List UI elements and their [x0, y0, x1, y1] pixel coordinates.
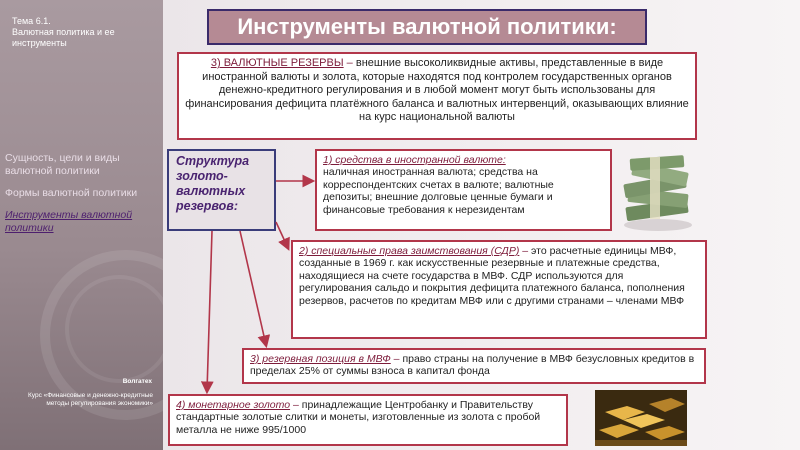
sidebar [0, 0, 163, 450]
component-text: право страны на получение в МВФ безусловных кредитов в пределах 25% от суммы взноса в капитал фонда [250, 353, 695, 378]
component-box-foreign-currency [315, 149, 612, 231]
nav-item-essence[interactable]: Сущность, цели и виды валютной политики [5, 152, 120, 177]
component-box-monetary-gold: 4) монетарное золото – принадлежащие Центробанку и Правительству стандартные золотые слитки и монеты, изготовленные из золота с пробой металла не ниже 995/1000 [168, 394, 568, 446]
component-heading: 3) резервная позиция в МВФ [250, 353, 391, 365]
component-box-sdr: 2) специальные права заимствования (СДР) – это расчетные единицы МВФ, созданные в 1969 г. как искусственные резервные и платежные средства, находящиеся на счете государства в МВФ. СДР используются для регулирования сальдо и покрытия дефицита платежного баланса, пополнения резервов, расчетов по кредитам МВФ или с другими странами – членами МВФ [291, 240, 707, 339]
reserves-heading: 3) ВАЛЮТНЫЕ РЕЗЕРВЫ [210, 57, 344, 69]
reserves-definition-box: 3) ВАЛЮТНЫЕ РЕЗЕРВЫ – внешние высоколиквидные активы, представленные в виде иностранной валюты и золота, которые находятся под контролем государственных органов денежно-кредитного регулирования и в любой момент могут быть использованы для финансирования дефицита платёжного баланса и валютных интервенций, оказывающих влияние на курс национальной валюты [177, 52, 697, 140]
structure-label: Структура золото-валютных резервов: [176, 154, 250, 213]
brand-name: Волгатех [122, 378, 152, 385]
reserves-text: внешние высоколиквидные активы, представленные в виде иностранной валюты и золота, которые находятся под контролем государственных органов денежно-кредитного регулирования и в любой момент могут быть использованы для финансирования дефицита платёжного баланса и валютных интервенций, оказывающих влияние на курс национальной валюты [185, 57, 689, 124]
sidebar-nav [5, 152, 157, 244]
component-text: наличная иностранная валюта; средства на корреспондентских счетах в валюте; валютные депозиты; внешние долговые ценные бумаги и финансовые требования к нерезидентам [323, 166, 554, 216]
component-box-imf-position: 3) резервная позиция в МВФ – право страны на получение в МВФ безусловных кредитов в пределах 25% от суммы взноса в капитал фонда [242, 348, 706, 384]
component-text: это расчетные единицы МВФ, созданные в 1969 г. как искусственные резервные и платежные средства, находящиеся на счете государства в МВФ. СДР используются для регулирования сальдо и покрытия дефицита платежного баланса, пополнения резервов, расчетов по кредитам МВФ или с другими странами – членами МВФ [299, 245, 685, 307]
nav-item-forms[interactable]: Формы валютной политики [5, 187, 138, 199]
topic-heading [12, 16, 157, 49]
course-name: Курс «Финансовые и денежно-кредитные методы регулирования экономики» [27, 392, 153, 407]
structure-label-box [167, 149, 276, 231]
component-heading: 2) специальные права заимствования (СДР) [299, 245, 520, 257]
gold-bars-image [595, 390, 687, 446]
money-stack-image [620, 153, 696, 233]
topic-number: Тема 6.1. [12, 16, 51, 26]
component-text: принадлежащие Центробанку и Правительству стандартные золотые слитки и монеты, изготовленные из золота с пробой металла не ниже 995/1000 [176, 399, 541, 436]
slide-title: Инструменты валютной политики: [207, 9, 647, 45]
topic-title: Валютная политика и ее инструменты [12, 27, 115, 48]
component-heading: 4) монетарное золото [176, 399, 291, 411]
component-heading: 1) средства в иностранной валюте: [323, 154, 506, 166]
nav-item-instruments[interactable]: Инструменты валютной политики [5, 209, 133, 234]
